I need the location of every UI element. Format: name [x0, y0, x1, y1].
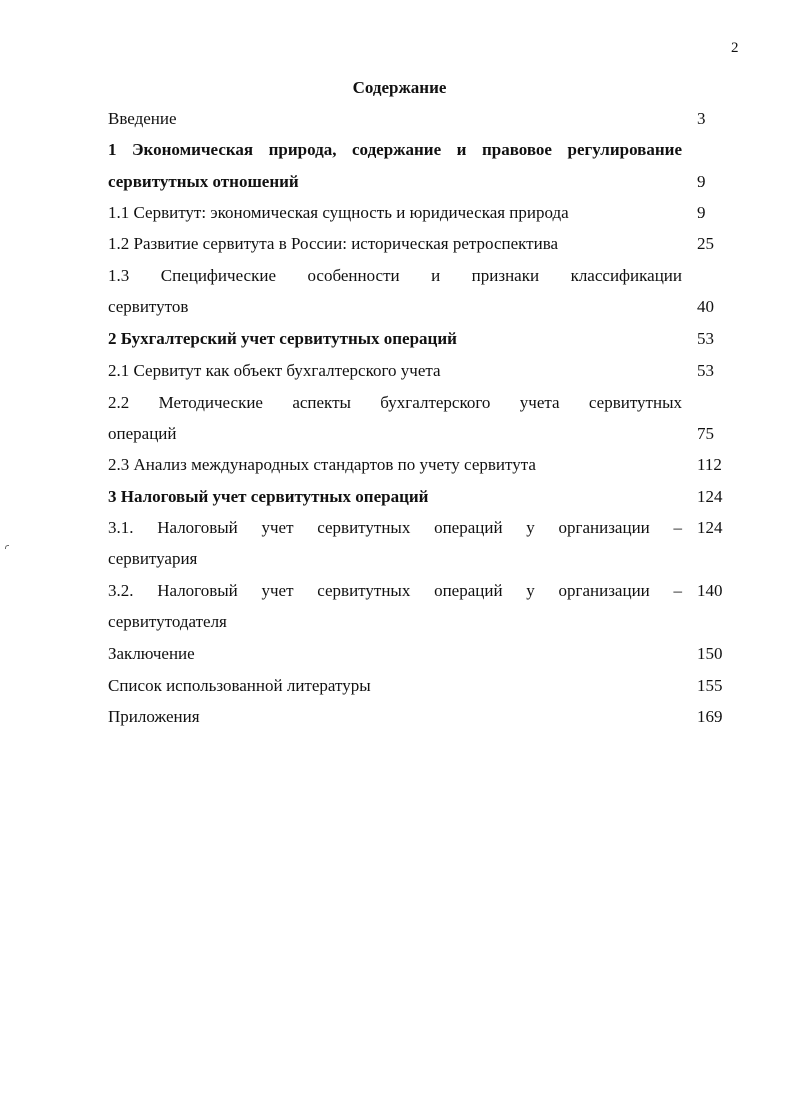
toc-entry-page: 3	[697, 109, 706, 128]
toc-entry-page: 53	[697, 361, 714, 380]
toc-entry-text: сервитутодателя	[108, 612, 227, 631]
page-title: Содержание	[352, 78, 447, 97]
toc-entry-page: 9	[697, 172, 706, 191]
toc-entry-page: 40	[697, 297, 714, 316]
toc-entry-text: сервитуария	[108, 549, 198, 568]
toc-entry-text: 3.2. Налоговый учет сервитутных операций у организации –	[108, 581, 682, 600]
toc-entry-text: сервитутных отношений	[108, 172, 299, 191]
toc-entry-text: 1.3 Специфические особенности и признаки классификации	[108, 266, 682, 285]
toc-entry-page: 169	[697, 707, 723, 726]
toc-entry-text: Введение	[108, 109, 177, 128]
toc-entry-page: 155	[697, 676, 723, 695]
toc-entry-page: 112	[697, 455, 722, 474]
toc-entry-page: 124	[697, 487, 723, 506]
toc-entry-text: Заключение	[108, 644, 195, 663]
toc-entry-page: 150	[697, 644, 723, 663]
page-number: 2	[731, 40, 739, 56]
toc-entry-text: 3 Налоговый учет сервитутных операций	[108, 487, 429, 506]
toc-entry-text: 3.1. Налоговый учет сервитутных операций у организации –	[108, 518, 682, 537]
toc-entry-page: 75	[697, 424, 714, 443]
toc-entry-page: 124	[697, 518, 723, 537]
toc-entry-text: сервитутов	[108, 297, 189, 316]
toc-entry-page: 25	[697, 234, 714, 253]
toc-entry-text: 1.1 Сервитут: экономическая сущность и юридическая природа	[108, 203, 569, 222]
toc-entry-text: Приложения	[108, 707, 200, 726]
toc-entry-text: 2.1 Сервитут как объект бухгалтерского учета	[108, 361, 441, 380]
toc-entry-page: 53	[697, 329, 714, 348]
toc-entry-page: 140	[697, 581, 723, 600]
toc-entry-text: 1 Экономическая природа, содержание и правовое регулирование	[108, 140, 682, 159]
toc-entry-text: 1.2 Развитие сервитута в России: историческая ретроспектива	[108, 234, 559, 253]
toc-entry-text: операций	[108, 424, 177, 443]
toc-entry-text: 2 Бухгалтерский учет сервитутных операций	[108, 329, 457, 348]
scan-speck	[5, 545, 9, 549]
toc-entry-text: 2.3 Анализ международных стандартов по учету сервитута	[108, 455, 536, 474]
toc-entry-page: 9	[697, 203, 706, 222]
toc-entry-text: Список использованной литературы	[108, 676, 371, 695]
toc-entry-text: 2.2 Методические аспекты бухгалтерского учета сервитутных	[108, 393, 682, 412]
